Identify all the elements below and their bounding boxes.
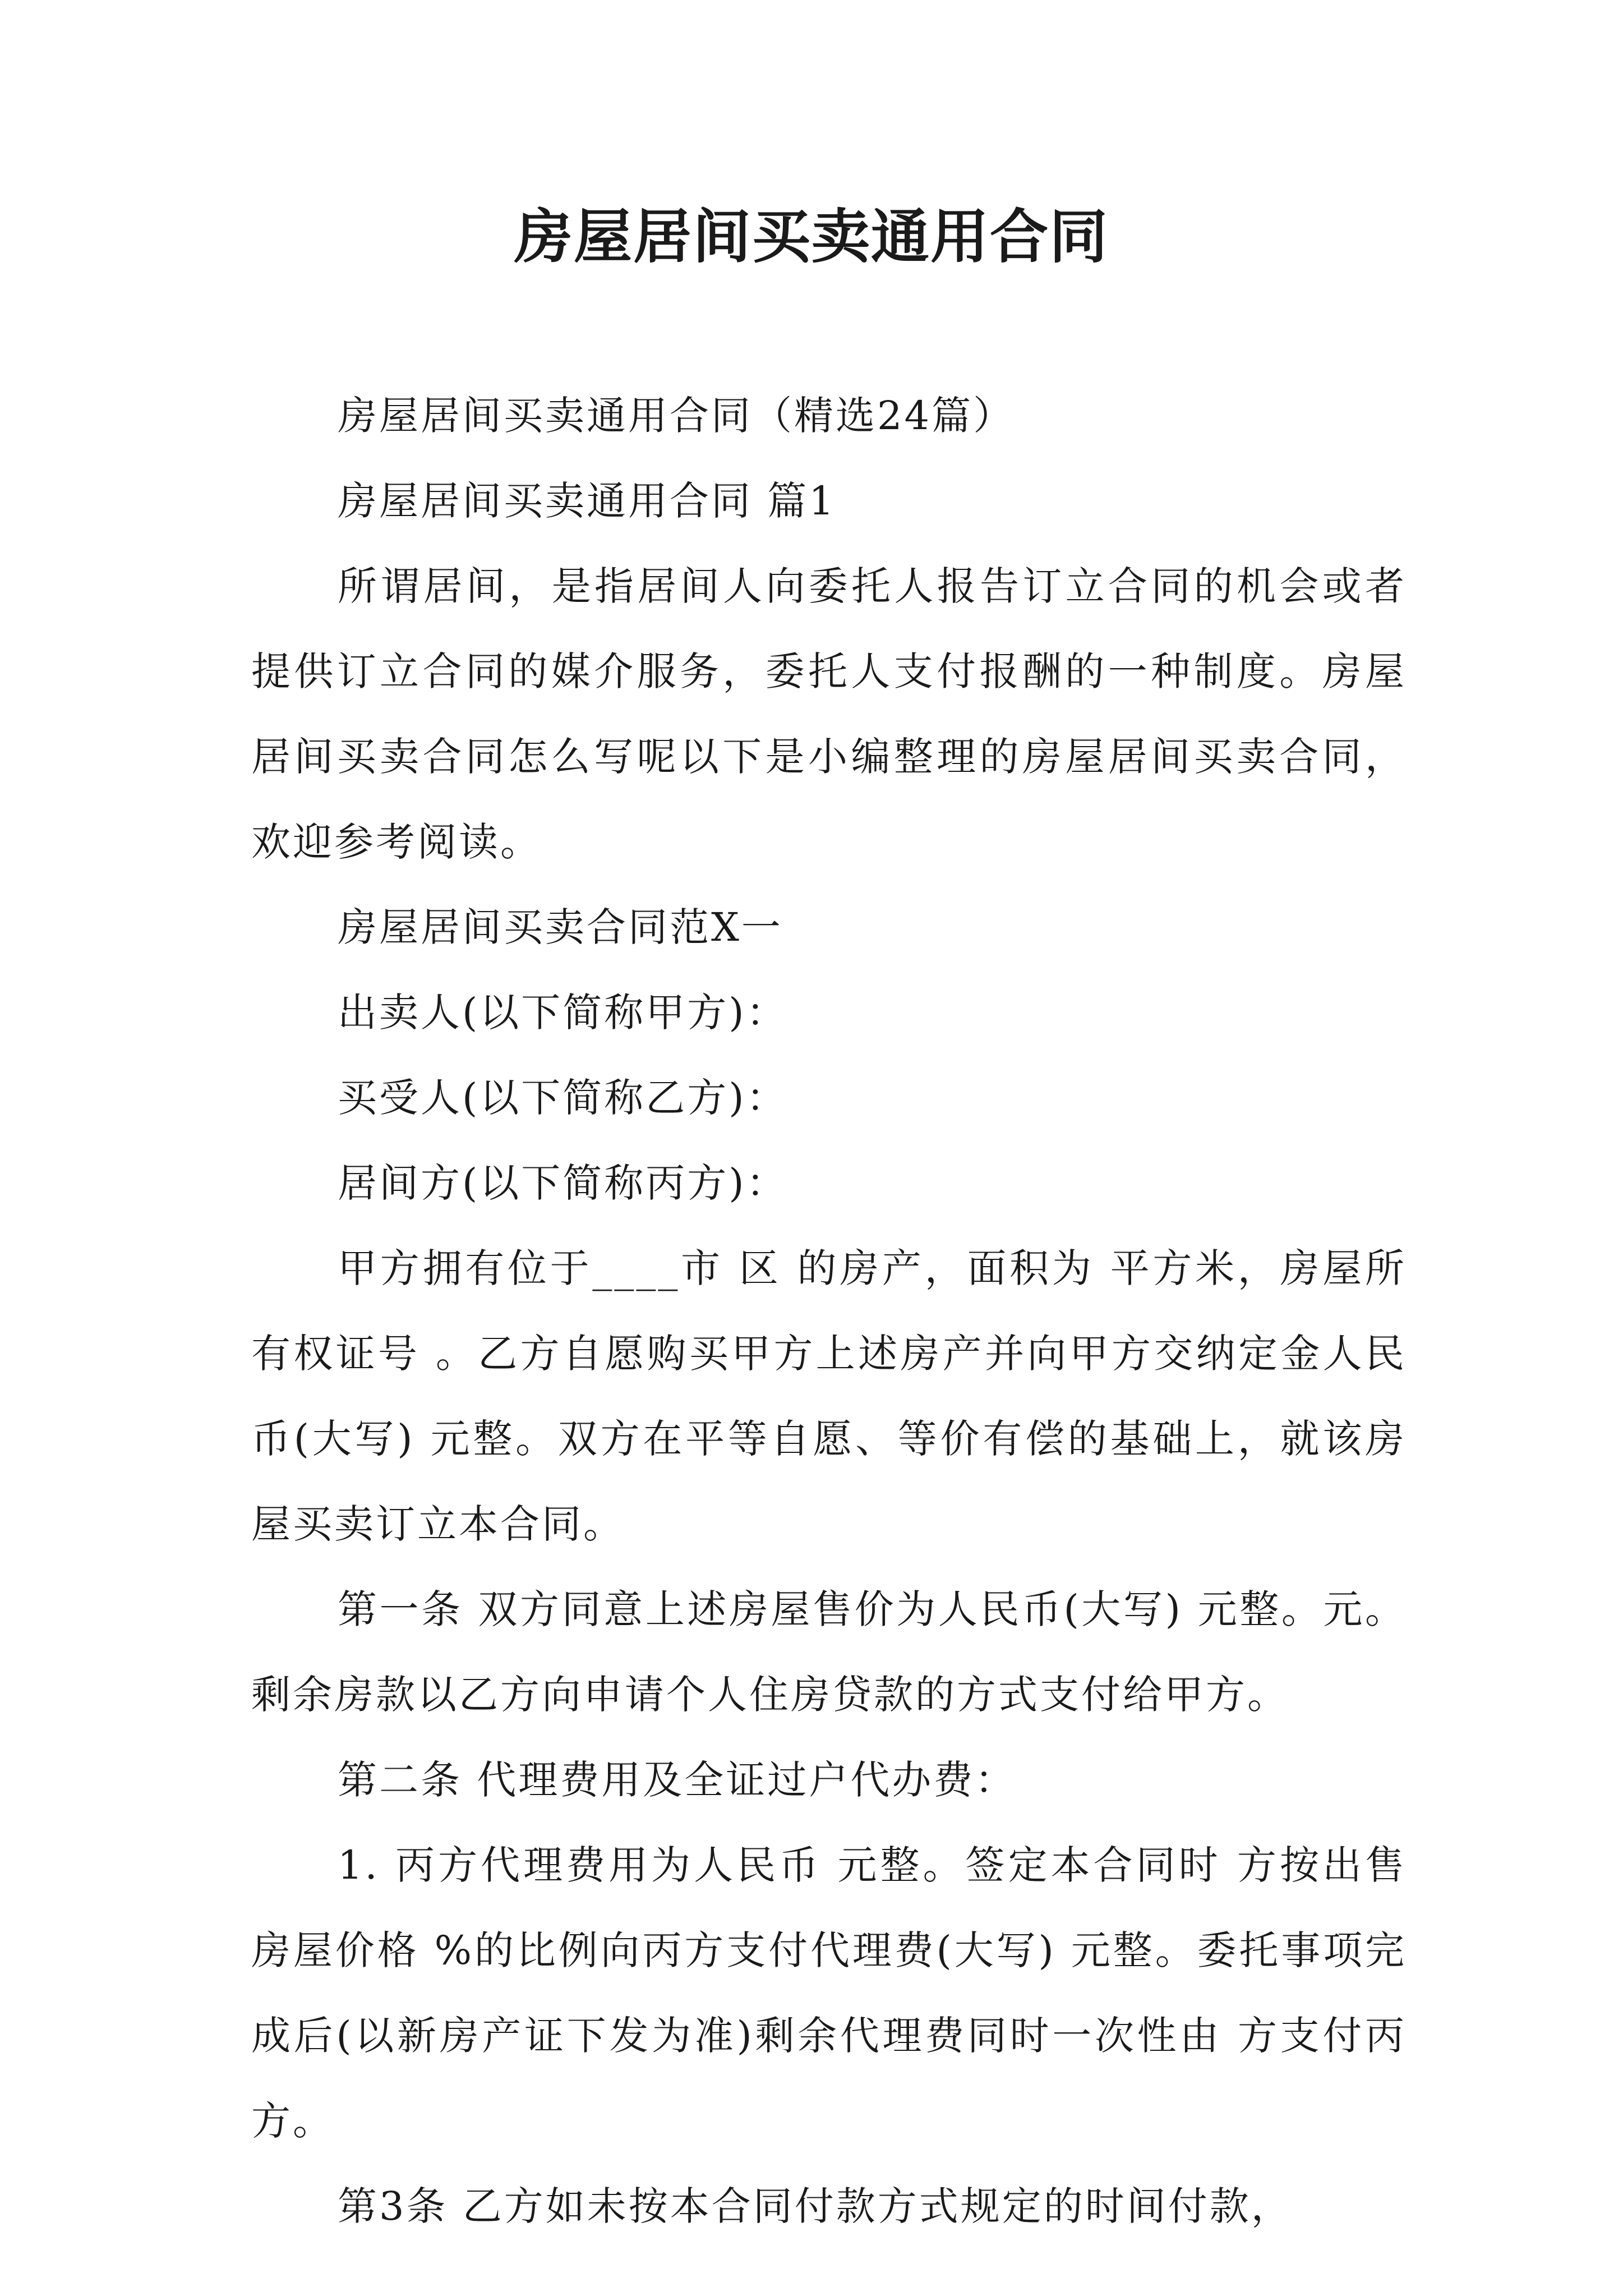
paragraph-broker: 居间方(以下简称丙方)： xyxy=(338,1160,788,1206)
paragraph-article-2: 第二条 代理费用及全证过户代办费： xyxy=(338,1757,1017,1803)
document-body xyxy=(251,373,1407,2249)
paragraph-article-3: 第3条 乙方如未按本合同付款方式规定的时间付款， xyxy=(338,2183,1293,2229)
paragraph-article-heading: 房屋居间买卖通用合同 篇1 xyxy=(338,478,836,524)
paragraph-intro: 所谓居间，是指居间人向委托人报告订立合同的机会或者提供订立合同的媒介服务，委托人支付报酬的一种制度。房屋居间买卖合同怎么写呢以下是小编整理的房屋居间买卖合同，欢迎参考阅读。 xyxy=(251,563,1407,865)
paragraph-sample-heading: 房屋居间买卖合同范X一 xyxy=(338,904,783,950)
document-title: 房屋居间买卖通用合同 xyxy=(514,203,1109,271)
paragraph-article-2-item-1: 1. 丙方代理费用为人民币 元整。签定本合同时 方按出售房屋价格 %的比例向丙方支付代理费(大写) 元整。委托事项完成后(以新房产证下发为准)剩余代理费同时一次性由 方支付丙方。 xyxy=(251,1842,1407,2144)
paragraph-seller: 出卖人(以下简称甲方)： xyxy=(338,990,788,1036)
paragraph-buyer: 买受人(以下简称乙方)： xyxy=(338,1075,788,1121)
paragraph-collection-title: 房屋居间买卖通用合同（精选24篇） xyxy=(338,393,1015,439)
paragraph-article-1: 第一条 双方同意上述房屋售价为人民币(大写) 元整。元。剩余房款以乙方向申请个人住房贷款的方式支付给甲方。 xyxy=(251,1586,1407,1718)
paragraph-property: 甲方拥有位于____市 区 的房产，面积为 平方米，房屋所有权证号 。乙方自愿购买甲方上述房产并向甲方交纳定金人民币(大写) 元整。双方在平等自愿、等价有偿的基础上，就该房屋买卖订立本合同。 xyxy=(251,1245,1407,1547)
